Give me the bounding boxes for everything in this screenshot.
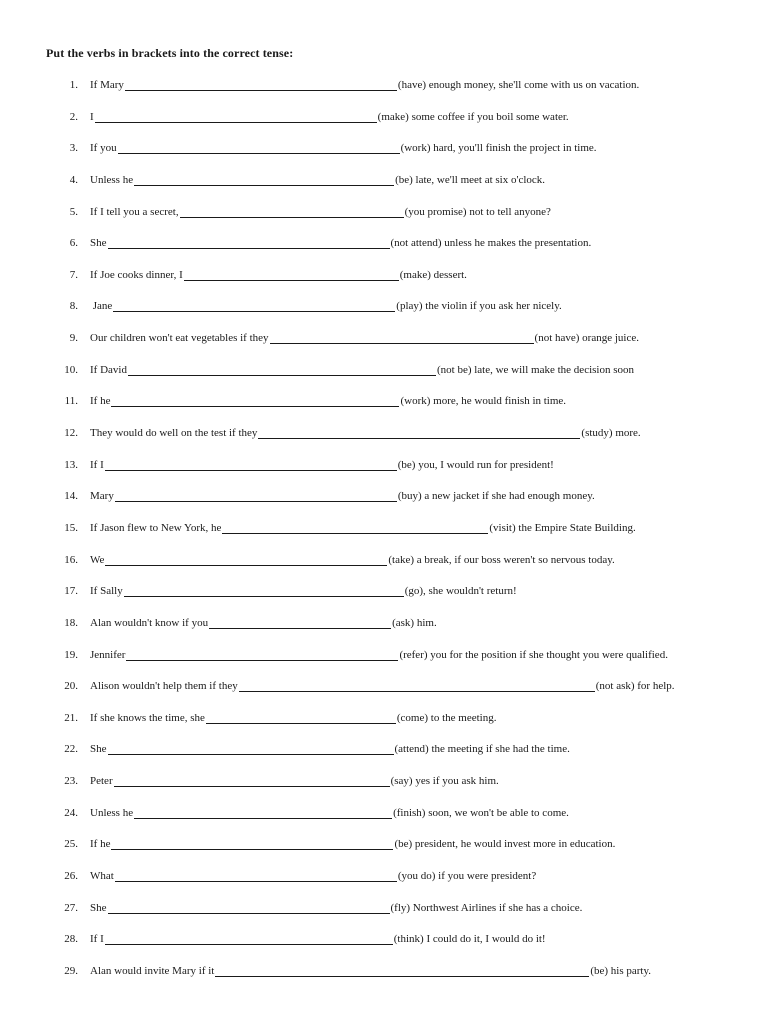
answer-blank[interactable] xyxy=(115,491,397,502)
sentence-end: (play) the violin if you ask her nicely. xyxy=(396,300,562,313)
sentence-start: She xyxy=(90,743,107,756)
item-sentence xyxy=(90,807,569,819)
answer-blank[interactable] xyxy=(108,744,394,755)
exercise-item xyxy=(0,142,768,174)
sentence-end: (make) dessert. xyxy=(399,268,467,281)
sentence-start: Alison wouldn't help them if they xyxy=(90,680,238,693)
exercise-item xyxy=(0,807,768,839)
exercise-item xyxy=(0,364,768,396)
exercise-item xyxy=(0,174,768,206)
answer-blank[interactable] xyxy=(126,650,398,661)
item-sentence xyxy=(90,332,639,344)
exercise-list xyxy=(0,79,768,997)
exercise-item xyxy=(0,395,768,427)
exercise-item xyxy=(0,870,768,902)
sentence-end: (not attend) unless he makes the presentation. xyxy=(390,237,592,250)
sentence-start: She xyxy=(90,901,107,914)
exercise-item xyxy=(0,933,768,965)
sentence-end: (attend) the meeting if she had the time. xyxy=(394,743,570,756)
exercise-item xyxy=(0,902,768,934)
sentence-start: If Joe cooks dinner, I xyxy=(90,268,183,281)
item-number: 18. xyxy=(64,616,78,629)
sentence-start: She xyxy=(90,237,107,250)
sentence-start: Peter xyxy=(90,775,113,788)
sentence-start: If I xyxy=(90,458,104,471)
item-sentence xyxy=(90,142,597,154)
item-number: 14. xyxy=(64,490,78,503)
sentence-start: They would do well on the test if they xyxy=(90,427,258,440)
exercise-item xyxy=(0,712,768,744)
item-number: 12. xyxy=(64,427,78,440)
sentence-end: (ask) him. xyxy=(392,616,437,629)
exercise-item xyxy=(0,680,768,712)
answer-blank[interactable] xyxy=(114,776,390,787)
exercise-item xyxy=(0,522,768,554)
answer-blank[interactable] xyxy=(134,808,392,819)
item-sentence xyxy=(90,111,569,123)
sentence-start: Unless he xyxy=(90,806,134,819)
item-number: 2. xyxy=(69,110,78,123)
exercise-item xyxy=(0,554,768,586)
answer-blank[interactable] xyxy=(124,586,404,597)
sentence-start: If Jason flew to New York, he xyxy=(90,521,222,534)
sentence-end: (be) his party. xyxy=(590,964,652,977)
sentence-end: (fly) Northwest Airlines if she has a choice. xyxy=(390,901,583,914)
item-sentence xyxy=(90,79,639,91)
sentence-start: I xyxy=(90,110,94,123)
exercise-item xyxy=(0,206,768,238)
answer-blank[interactable] xyxy=(118,143,400,154)
answer-blank[interactable] xyxy=(222,523,488,534)
item-number: 26. xyxy=(64,870,78,883)
sentence-start: Jennifer xyxy=(90,648,126,661)
item-number: 22. xyxy=(64,743,78,756)
sentence-start: Alan would invite Mary if it xyxy=(90,964,215,977)
item-sentence xyxy=(90,838,615,850)
sentence-end: (buy) a new jacket if she had enough money. xyxy=(397,490,595,503)
sentence-end: (make) some coffee if you boil some water. xyxy=(377,110,569,123)
sentence-start: What xyxy=(90,870,114,883)
item-number: 3. xyxy=(69,142,78,155)
sentence-start: Jane xyxy=(90,300,113,313)
item-number: 27. xyxy=(64,901,78,914)
item-number: 1. xyxy=(69,79,78,91)
item-sentence xyxy=(90,775,499,787)
sentence-end: (work) more, he would finish in time. xyxy=(400,395,567,408)
item-number: 9. xyxy=(69,332,78,345)
item-sentence xyxy=(90,364,634,376)
item-sentence xyxy=(90,206,551,218)
item-sentence xyxy=(90,300,562,312)
item-number: 5. xyxy=(69,205,78,218)
item-sentence xyxy=(90,680,675,692)
item-sentence xyxy=(90,712,496,724)
exercise-item xyxy=(0,300,768,332)
answer-blank[interactable] xyxy=(95,112,377,123)
sentence-start: If David xyxy=(90,363,127,376)
item-sentence xyxy=(90,174,545,186)
answer-blank[interactable] xyxy=(111,396,399,407)
item-number: 24. xyxy=(64,806,78,819)
answer-blank[interactable] xyxy=(184,270,399,281)
sentence-end: (finish) soon, we won't be able to come. xyxy=(393,806,569,819)
sentence-end: (think) I could do it, I would do it! xyxy=(393,933,546,946)
item-sentence xyxy=(90,269,467,281)
exercise-item xyxy=(0,427,768,459)
sentence-start: Mary xyxy=(90,490,114,503)
sentence-end: (say) yes if you ask him. xyxy=(390,775,499,788)
item-sentence xyxy=(90,554,615,566)
answer-blank[interactable] xyxy=(111,839,393,850)
item-number: 13. xyxy=(64,458,78,471)
item-number: 11. xyxy=(64,395,78,408)
sentence-end: (be) late, we'll meet at six o'clock. xyxy=(395,173,546,186)
sentence-start: Unless he xyxy=(90,173,134,186)
sentence-start: Alan wouldn't know if you xyxy=(90,616,209,629)
sentence-start: If I xyxy=(90,933,104,946)
answer-blank[interactable] xyxy=(128,365,436,376)
item-number: 6. xyxy=(69,237,78,250)
answer-blank[interactable] xyxy=(108,238,390,249)
sentence-end: (you do) if you were president? xyxy=(397,870,537,883)
answer-blank[interactable] xyxy=(115,871,397,882)
sentence-end: (visit) the Empire State Building. xyxy=(489,521,636,534)
item-sentence xyxy=(90,870,536,882)
exercise-item xyxy=(0,490,768,522)
answer-blank[interactable] xyxy=(113,301,395,312)
answer-blank[interactable] xyxy=(134,175,394,186)
worksheet-instructions: Put the verbs in brackets into the correct tense: xyxy=(46,46,294,60)
sentence-end: (go), she wouldn't return! xyxy=(404,585,517,598)
exercise-item xyxy=(0,775,768,807)
item-sentence xyxy=(90,237,591,249)
item-number: 10. xyxy=(64,363,78,376)
exercise-item xyxy=(0,79,768,111)
exercise-item xyxy=(0,111,768,143)
item-sentence xyxy=(90,965,651,977)
answer-blank[interactable] xyxy=(258,428,580,439)
sentence-end: (not ask) for help. xyxy=(595,680,675,693)
item-number: 19. xyxy=(64,648,78,661)
answer-blank[interactable] xyxy=(215,966,589,977)
item-sentence xyxy=(90,585,517,597)
sentence-start: If you xyxy=(90,142,117,155)
answer-blank[interactable] xyxy=(239,681,595,692)
exercise-item xyxy=(0,838,768,870)
sentence-end: (study) more. xyxy=(581,427,641,440)
exercise-item xyxy=(0,743,768,775)
sentence-start: If he xyxy=(90,395,111,408)
item-number: 25. xyxy=(64,838,78,851)
sentence-end: (work) hard, you'll finish the project in time. xyxy=(400,142,597,155)
item-number: 28. xyxy=(64,933,78,946)
exercise-item xyxy=(0,269,768,301)
sentence-end: (refer) you for the position if she thought you were qualified. xyxy=(399,648,668,661)
sentence-end: (take) a break, if our boss weren't so nervous today. xyxy=(388,553,615,566)
sentence-start: If I tell you a secret, xyxy=(90,205,179,218)
item-sentence xyxy=(90,649,668,661)
item-number: 16. xyxy=(64,553,78,566)
answer-blank[interactable] xyxy=(105,934,393,945)
exercise-item xyxy=(0,965,768,997)
item-number: 23. xyxy=(64,775,78,788)
sentence-start: If Mary xyxy=(90,79,124,91)
sentence-start: Our children won't eat vegetables if they xyxy=(90,332,269,345)
item-sentence xyxy=(90,617,437,629)
answer-blank[interactable] xyxy=(125,80,397,91)
sentence-start: If she knows the time, she xyxy=(90,711,205,724)
sentence-end: (you promise) not to tell anyone? xyxy=(404,205,551,218)
item-sentence xyxy=(90,459,554,471)
answer-blank[interactable] xyxy=(209,618,391,629)
answer-blank[interactable] xyxy=(108,903,390,914)
exercise-item xyxy=(0,649,768,681)
sentence-start: We xyxy=(90,553,105,566)
exercise-item xyxy=(0,459,768,491)
sentence-end: (be) you, I would run for president! xyxy=(397,458,554,471)
sentence-start: If Sally xyxy=(90,585,123,598)
item-number: 21. xyxy=(64,711,78,724)
item-sentence xyxy=(90,427,641,439)
item-number: 15. xyxy=(64,521,78,534)
exercise-item xyxy=(0,332,768,364)
item-sentence xyxy=(90,395,566,407)
item-number: 17. xyxy=(64,585,78,598)
sentence-end: (not be) late, we will make the decision soon xyxy=(436,363,634,376)
answer-blank[interactable] xyxy=(180,207,404,218)
exercise-item xyxy=(0,237,768,269)
sentence-end: (be) president, he would invest more in education. xyxy=(394,838,616,851)
sentence-end: (have) enough money, she'll come with us on vacation. xyxy=(397,79,640,91)
exercise-item xyxy=(0,585,768,617)
item-sentence xyxy=(90,743,570,755)
item-number: 8. xyxy=(69,300,78,313)
answer-blank[interactable] xyxy=(206,713,396,724)
exercise-item xyxy=(0,617,768,649)
answer-blank[interactable] xyxy=(270,333,534,344)
item-sentence xyxy=(90,902,582,914)
sentence-end: (not have) orange juice. xyxy=(534,332,639,345)
item-sentence xyxy=(90,522,636,534)
item-number: 20. xyxy=(64,680,78,693)
item-number: 4. xyxy=(69,173,78,186)
item-sentence xyxy=(90,933,546,945)
answer-blank[interactable] xyxy=(105,460,397,471)
item-number: 29. xyxy=(64,964,78,977)
item-sentence xyxy=(90,490,595,502)
sentence-start: If he xyxy=(90,838,111,851)
item-number: 7. xyxy=(69,268,78,281)
answer-blank[interactable] xyxy=(105,555,387,566)
sentence-end: (come) to the meeting. xyxy=(396,711,497,724)
